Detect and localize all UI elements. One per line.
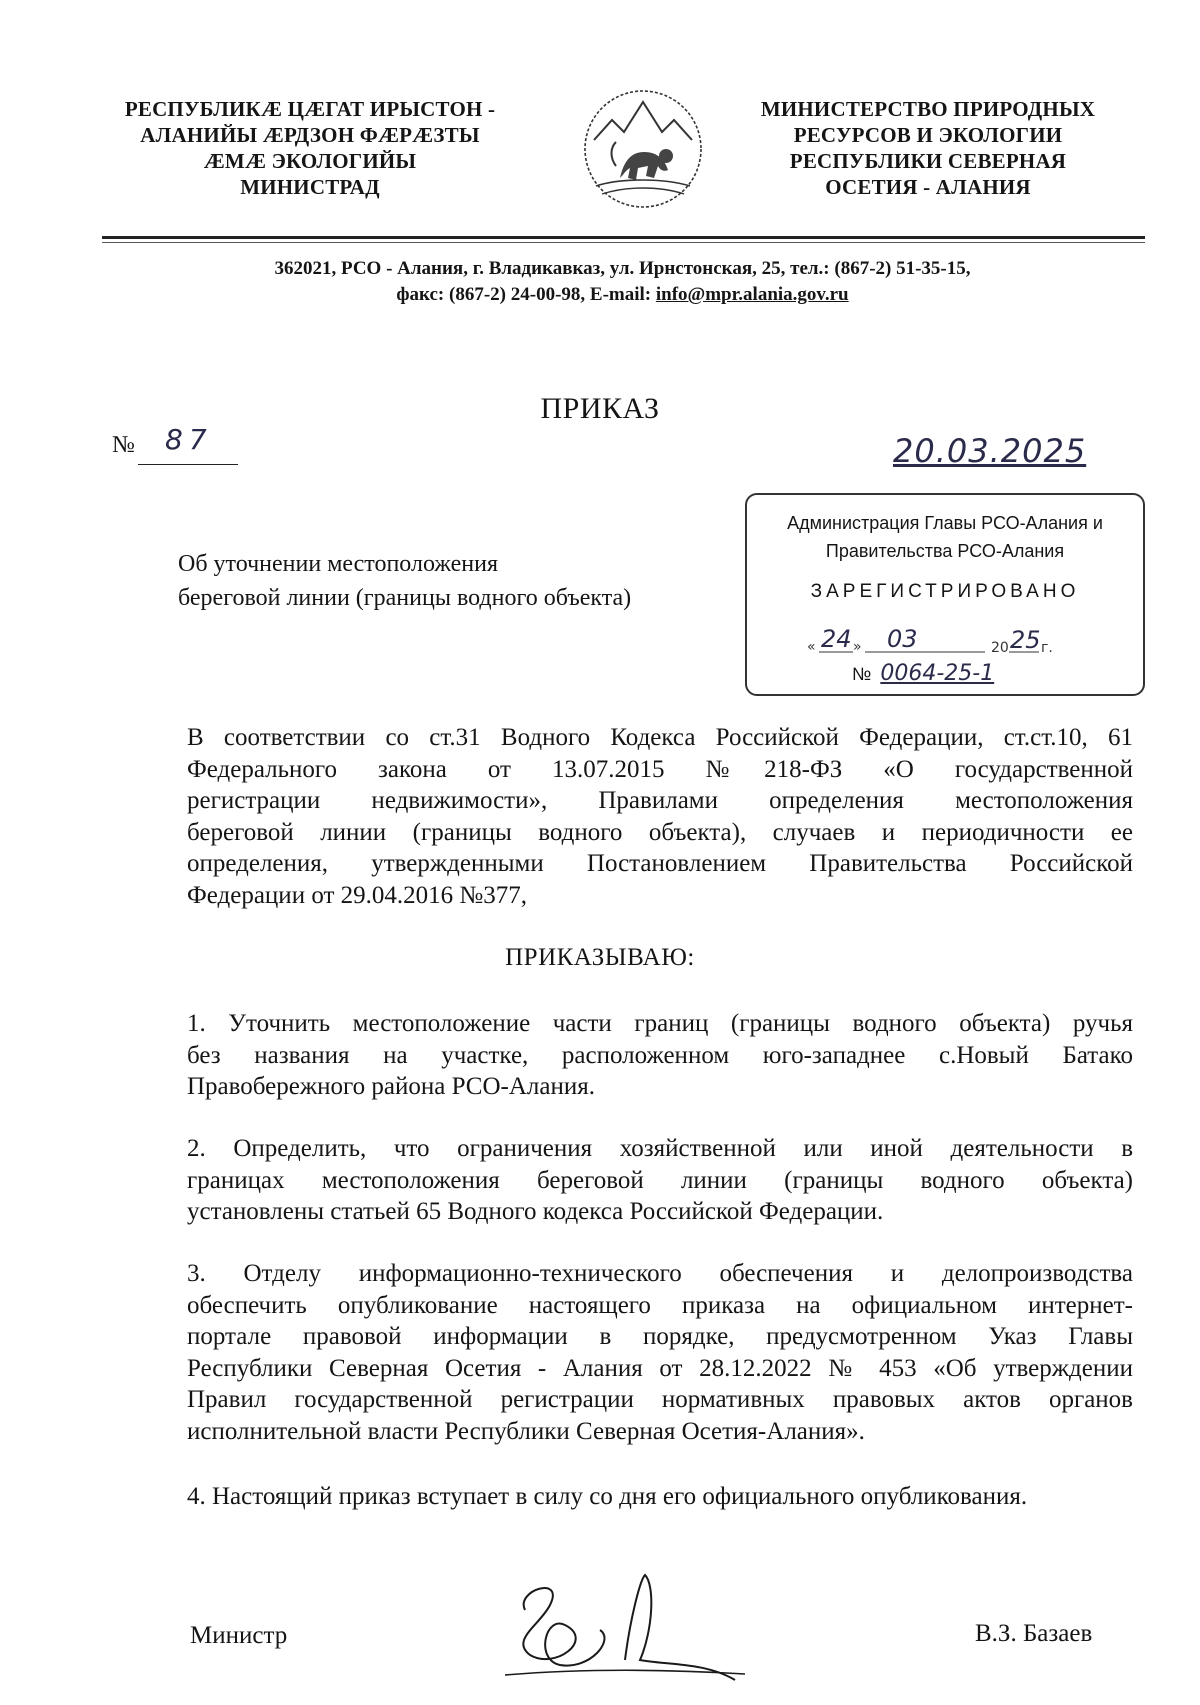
order-item-3: [187, 1258, 1133, 1447]
coat-of-arms-snow-leopard-icon: [580, 86, 706, 212]
intro-line: береговой линии (границы водного объекта), случаев и периодичности ее: [187, 818, 1133, 846]
header-left-line: РЕСПУБЛИКÆ ЦÆГАТ ИРЫСТОН -: [124, 97, 496, 121]
item-line: границах местоположения береговой линии (границы водного объекта): [187, 1166, 1133, 1194]
order-date: 20.03.2025: [893, 432, 1087, 470]
stamp-year-unit: г.: [1041, 640, 1053, 656]
document-subject: [178, 547, 631, 615]
header-left-line: АЛАНИЙЫ ÆРДЗОН ФÆРÆЗТЫ: [140, 123, 480, 147]
item-line: Правобережного района РСО-Алания.: [187, 1073, 595, 1100]
handwritten-signature-icon: [505, 1570, 825, 1705]
stamp-quote-close: »: [853, 639, 862, 655]
document-title: ПРИКАЗ: [540, 392, 660, 425]
stamp-registration-number: [852, 661, 994, 686]
stamp-number-value: 0064-25-1: [880, 661, 995, 686]
registration-stamp: [745, 493, 1145, 696]
stamp-day: 24: [821, 625, 852, 653]
header-right-russian: [738, 96, 1118, 200]
stamp-date-row: [769, 621, 1119, 657]
stamp-organization-line: Администрация Главы РСО-Алания и: [787, 513, 1103, 533]
item-line: 3. Отделу информационно-технического обеспечения и делопроизводства: [187, 1260, 1133, 1287]
item-line: без названия на участке, расположенном юго-западнее с.Новый Батако: [187, 1041, 1133, 1069]
stamp-organization-line: Правительства РСО-Алания: [825, 541, 1065, 561]
item-line: 1. Уточнить местоположение части границ (границы водного объекта) ручья: [187, 1010, 1133, 1037]
stamp-year-prefix: 20: [991, 640, 1009, 656]
order-item-4: 4. Настоящий приказ вступает в силу со дня его официального опубликования.: [187, 1483, 1028, 1510]
order-item-2: [187, 1133, 1133, 1228]
contact-fax: факс: (867-2) 24-00-98, E-mail:: [396, 284, 656, 305]
intro-line: Федерального закона от 13.07.2015 №218-ФЗ «О государственной: [187, 755, 1133, 783]
item-line: портале правовой информации в порядке, предусмотренном Указ Главы: [187, 1323, 1133, 1350]
stamp-quote-open: «: [807, 639, 816, 655]
intro-line: определения, утвержденными Постановлением Правительства Российской: [187, 850, 1133, 877]
email-link[interactable]: info@mpr.alania.gov.ru: [655, 284, 849, 305]
subject-line: Об уточнении местоположения: [178, 551, 499, 577]
header-right-line: РЕСПУБЛИКИ СЕВЕРНАЯ: [789, 149, 1067, 173]
order-heading: ПРИКАЗЫВАЮ:: [505, 944, 695, 971]
item-line: установлены статьей 65 Водного кодекса Российской Федерации.: [187, 1198, 884, 1225]
contact-fax-email-line: [100, 282, 1145, 307]
signer-position: Министр: [190, 1622, 288, 1649]
header-left-line: ÆМÆ ЭКОЛОГИЙЫ: [203, 149, 417, 173]
header-divider: [102, 236, 1145, 239]
contact-address-line: 362021, РСО - Алания, г. Владикавказ, ул. Ирнстонская, 25, тел.: (867-2) 51-35-15,: [274, 258, 971, 279]
stamp-status: ЗАРЕГИСТРИРОВАНО: [810, 581, 1080, 602]
item-line: Правил государственной регистрации нормативных правовых актов органов: [187, 1386, 1133, 1413]
stamp-year-suffix: 25: [1010, 626, 1041, 654]
stamp-month: 03: [887, 625, 918, 653]
item-line: обеспечить опубликование настоящего приказа на официальном интернет-: [187, 1291, 1133, 1319]
header-right-line: РЕСУРСОВ И ЭКОЛОГИИ: [793, 123, 1063, 147]
intro-line: регистрации недвижимости», Правилами определения местоположения: [187, 787, 1133, 814]
order-number: 87: [165, 423, 213, 456]
header-left-ossetian: [100, 96, 520, 200]
signer-name: В.З. Базаев: [975, 1620, 1093, 1647]
number-label: №: [112, 432, 135, 458]
header-right-line: ОСЕТИЯ - АЛАНИЯ: [825, 175, 1031, 199]
item-line: 2. Определить, что ограничения хозяйственной или иной деятельности в: [187, 1135, 1133, 1162]
header-right-line: МИНИСТЕРСТВО ПРИРОДНЫХ: [760, 97, 1096, 121]
intro-line: Федерации от 29.04.2016 №377,: [187, 881, 528, 909]
order-item-1: [187, 1008, 1133, 1103]
intro-paragraph: [187, 722, 1133, 911]
header-left-line: МИНИСТРАД: [240, 175, 380, 199]
subject-line: береговой линии (границы водного объекта): [178, 585, 632, 611]
intro-line: В соответствии со ст.31 Водного Кодекса Российской Федерации, ст.ст.10, 61: [187, 724, 1133, 751]
header-divider-thin: [102, 242, 1145, 243]
item-line: Республики Северная Осетия - Алания от 28.12.2022 № 453 «Об утверждении: [187, 1354, 1133, 1382]
number-underline: [138, 464, 238, 465]
stamp-number-label: №: [852, 664, 872, 684]
item-line: исполнительной власти Республики Северная Осетия-Алания».: [187, 1417, 865, 1445]
